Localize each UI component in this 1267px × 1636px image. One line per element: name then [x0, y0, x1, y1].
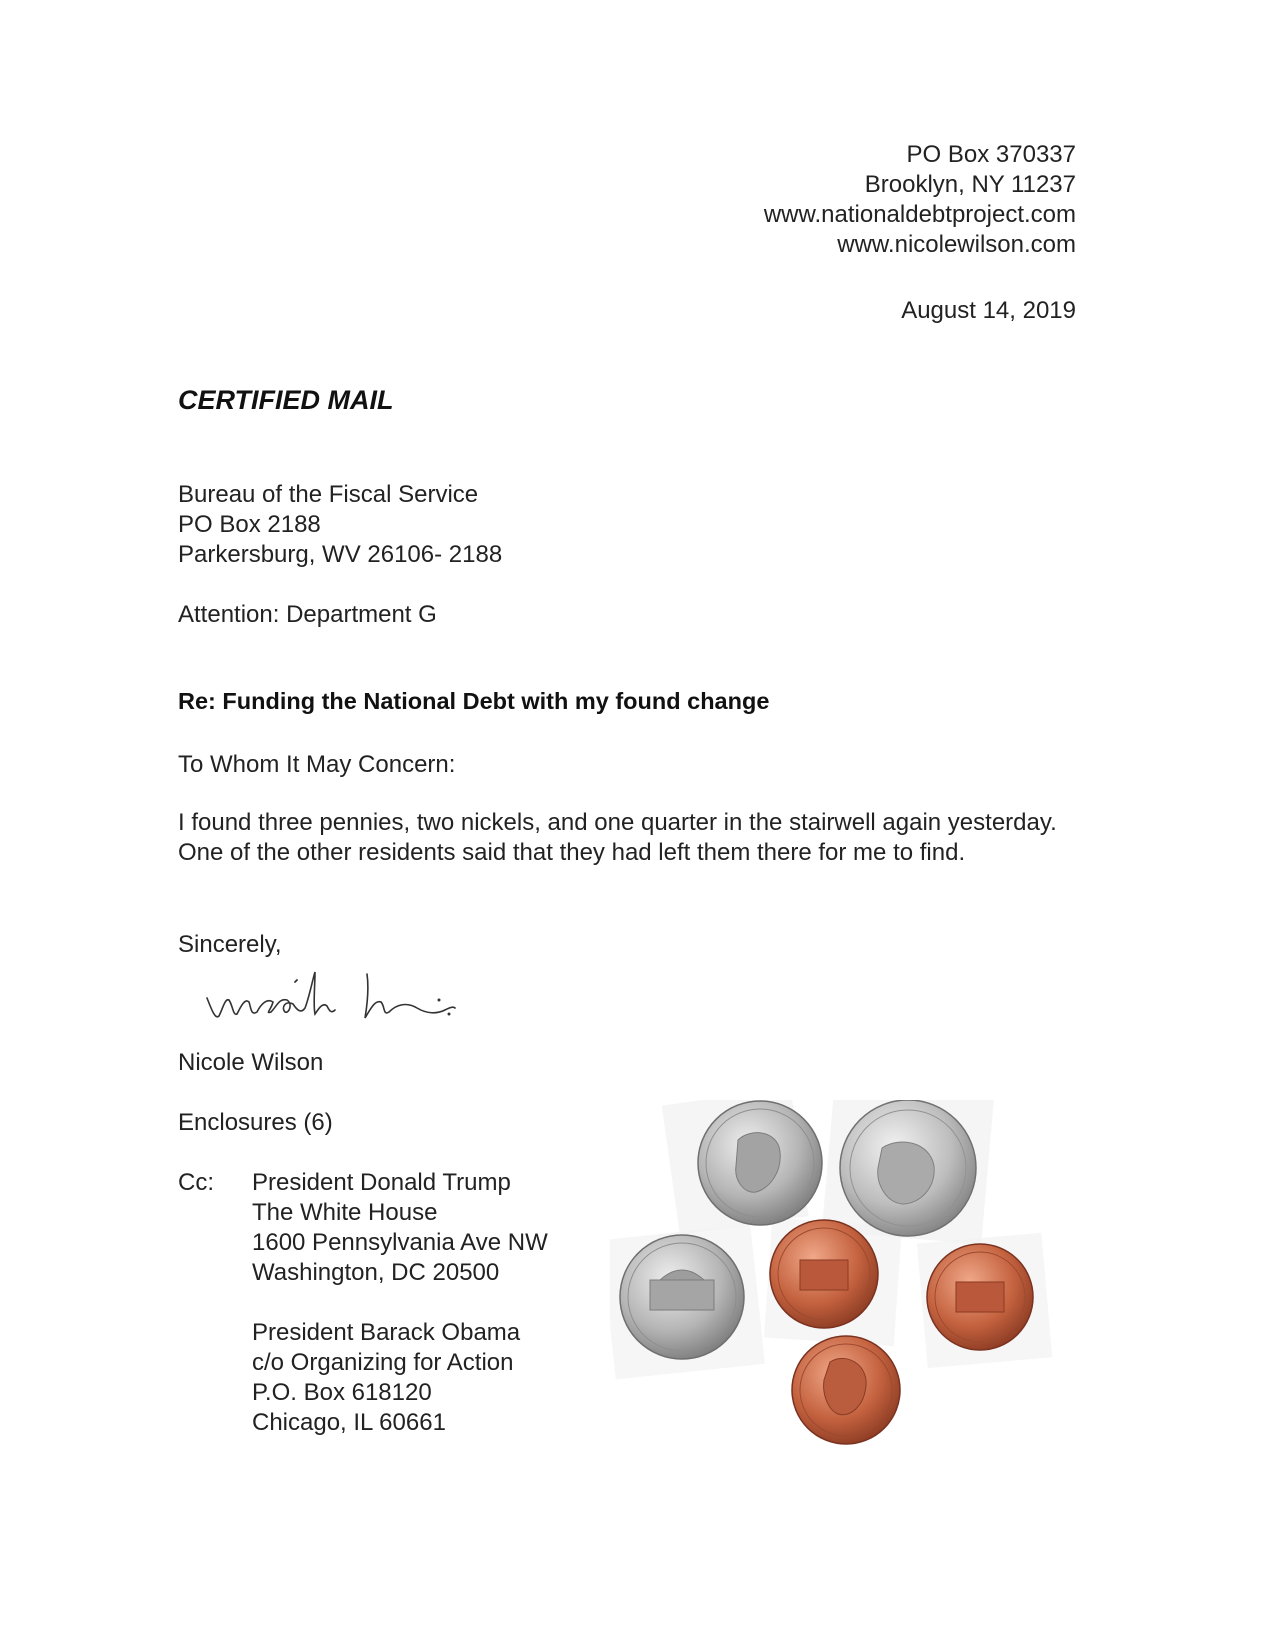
quarter-coin [840, 1100, 976, 1236]
recipient-address [178, 480, 502, 570]
enclosures-line: Enclosures (6) [178, 1109, 333, 1136]
nickel-coin [620, 1235, 744, 1359]
sender-city: Brooklyn, NY 11237 [864, 171, 1076, 198]
recipient-po-box: PO Box 2188 [178, 511, 321, 538]
recipient-city: Parkersburg, WV 26106- 2188 [178, 541, 503, 568]
cc-recipient-2 [252, 1318, 520, 1438]
cc-1-line-1: President Donald Trump [252, 1169, 511, 1196]
penny-coin [792, 1336, 900, 1444]
handwritten-signature [205, 968, 475, 1030]
subject-line: Re: Funding the National Debt with my found change [178, 688, 770, 714]
closing: Sincerely, [178, 931, 282, 958]
cc-label: Cc: [178, 1169, 214, 1196]
cc-2-line-3: P.O. Box 618120 [252, 1379, 432, 1406]
letter-date: August 14, 2019 [901, 297, 1076, 324]
penny-coin [770, 1220, 878, 1328]
sender-po-box: PO Box 370337 [906, 141, 1076, 168]
cc-1-line-3: 1600 Pennsylvania Ave NW [252, 1229, 548, 1256]
cc-2-line-2: c/o Organizing for Action [252, 1349, 514, 1376]
sender-website-2: www.nicolewilson.com [837, 231, 1076, 258]
cc-1-line-4: Washington, DC 20500 [252, 1259, 500, 1286]
nickel-coin [698, 1101, 822, 1225]
attention-line: Attention: Department G [178, 601, 437, 628]
cc-1-line-2: The White House [252, 1199, 438, 1226]
signer-name: Nicole Wilson [178, 1049, 324, 1076]
cc-2-line-4: Chicago, IL 60661 [252, 1409, 446, 1436]
cc-2-line-1: President Barack Obama [252, 1319, 521, 1346]
cc-recipient-1 [252, 1168, 548, 1288]
salutation: To Whom It May Concern: [178, 751, 456, 778]
sender-address [764, 140, 1076, 260]
coins-photo [610, 1100, 1090, 1460]
letter-body: I found three pennies, two nickels, and one quarter in the stairwell again yesterday. One of the other residents said that they had left them there for me to find. [178, 809, 1057, 866]
recipient-name: Bureau of the Fiscal Service [178, 481, 479, 508]
penny-coin [927, 1244, 1033, 1350]
mail-type-heading: CERTIFIED MAIL [178, 385, 394, 415]
sender-website-1: www.nationaldebtproject.com [763, 201, 1076, 228]
